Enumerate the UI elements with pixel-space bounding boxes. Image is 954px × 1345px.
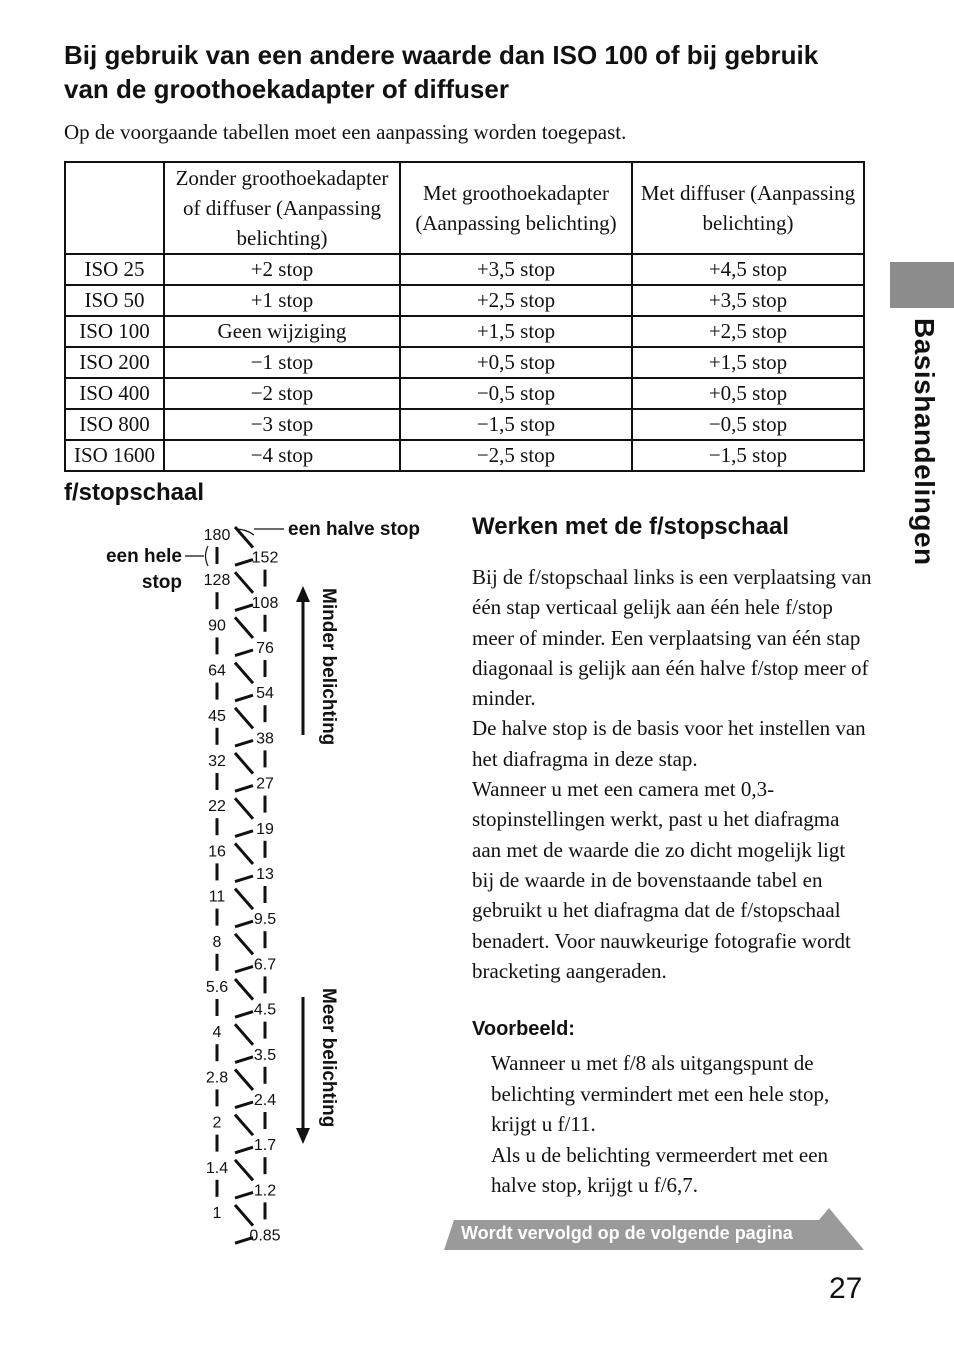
example-body: [491, 1048, 871, 1201]
example-line: Wanneer u met f/8 als uitgangspunt de belichting vermindert met een hele stop, krijgt u f/11.: [491, 1051, 830, 1136]
fstop-half-value: 9.5: [253, 911, 277, 929]
half-stop-diagonal: [235, 876, 253, 882]
fstop-full-value: 4: [212, 1024, 222, 1042]
stop-value-cell: +4,5 stop: [632, 254, 864, 285]
intro-text: Op de voorgaande tabellen moet een aanpassing worden toegepast.: [64, 120, 627, 144]
stop-value-cell: −3 stop: [164, 409, 400, 440]
half-stop-diagonal: [235, 843, 253, 864]
fstop-full-value: 2.8: [205, 1069, 229, 1087]
fstop-half-value: 1.2: [253, 1182, 277, 1200]
scale-ticks: [217, 527, 265, 1243]
half-stop-diagonal: [235, 934, 253, 955]
fstop-half-value: 6.7: [253, 956, 277, 974]
half-stop-diagonal: [235, 650, 253, 656]
stop-value-cell: −0,5 stop: [632, 409, 864, 440]
fstop-half-value: 27: [256, 775, 274, 793]
example-label: Voorbeeld:: [472, 1018, 575, 1040]
half-stop-diagonal: [235, 1069, 253, 1090]
fstop-full-value: 32: [208, 753, 226, 770]
half-stop-diagonal: [235, 1102, 253, 1108]
full-stop-label-line1: een hele: [105, 546, 182, 567]
stop-value-cell: +0,5 stop: [400, 347, 632, 378]
iso-value-cell: ISO 100: [65, 316, 164, 347]
fstop-half-value: 2.4: [253, 1092, 277, 1109]
section-side-label: Basishandelingen: [909, 318, 940, 566]
header-cell-without-adapter: Zonder groothoekadapter of diffuser (Aanpassing belichting): [164, 162, 400, 254]
werken-paragraph: Bij de f/stopschaal links is een verplaatsing van één stap verticaal gelijk aan één hele f/stop meer of minder. Een verplaatsing van één stap diagonaal is gelijk aan één halve f/stop meer of minder.: [472, 565, 872, 711]
iso-value-cell: ISO 200: [65, 347, 164, 378]
half-stop-diagonal: [235, 605, 253, 611]
half-stop-diagonal: [235, 786, 253, 792]
werken-title: Werken met de f/stopschaal: [472, 513, 789, 540]
header-cell-diffuser: Met diffuser (Aanpassing belichting): [632, 162, 864, 254]
stop-value-cell: −1 stop: [164, 347, 400, 378]
half-stop-diagonal: [235, 1160, 253, 1181]
less-exposure-arrow: [296, 586, 339, 745]
fstop-scale-diagram: [0, 0, 470, 1260]
werken-paragraph: De halve stop is de basis voor het instellen van het diafragma in deze stap.: [472, 716, 866, 771]
stop-value-cell: +1,5 stop: [632, 347, 864, 378]
arrow-up-head: [296, 586, 310, 602]
more-exposure-arrow: [296, 988, 339, 1144]
half-stop-diagonal: [235, 831, 253, 837]
stop-value-cell: −1,5 stop: [632, 440, 864, 471]
fstop-full-value: 22: [208, 798, 226, 816]
scale-numbers: [204, 527, 281, 1245]
fstop-half-value: 19: [256, 820, 274, 838]
iso-value-cell: ISO 25: [65, 254, 164, 285]
half-stop-diagonal: [235, 1024, 253, 1045]
fstop-half-value: 4.5: [253, 1001, 277, 1019]
half-stop-diagonal: [235, 889, 253, 910]
stop-value-cell: +0,5 stop: [632, 378, 864, 409]
fstop-half-value: 1.7: [253, 1137, 277, 1155]
half-stop-diagonal: [235, 1057, 253, 1063]
werken-paragraph: Wanneer u met een camera met 0,3-stopinstellingen werkt, past u het diafragma aan met de waarde die zo dicht mogelijk ligt bij de waarde in de bovenstaande tabel en gebruikt u het diafragma dat de f/stopschaal benadert. Voor nauwkeurige fotografie wordt bracketing aangeraden.: [472, 777, 851, 983]
stop-value-cell: −0,5 stop: [400, 378, 632, 409]
continued-text: Wordt vervolgd op de volgende pagina: [461, 1223, 793, 1243]
fstop-half-value: 76: [256, 640, 274, 657]
fstop-full-value: 64: [208, 662, 226, 680]
fstop-full-value: 8: [212, 933, 222, 951]
page-number: 27: [829, 1272, 863, 1305]
iso-value-cell: ISO 1600: [65, 440, 164, 471]
stop-value-cell: +1 stop: [164, 285, 400, 316]
half-stop-diagonal: [235, 708, 253, 729]
half-stop-diagonal: [235, 572, 253, 593]
fstop-half-value: 3.5: [253, 1046, 277, 1064]
fstop-half-value: 54: [256, 685, 274, 703]
stop-value-cell: +1,5 stop: [400, 316, 632, 347]
fstop-half-value: 38: [256, 730, 274, 748]
example-line: Als u de belichting vermeerdert met een halve stop, krijgt u f/6,7.: [491, 1142, 829, 1197]
half-stop-diagonal: [235, 1192, 253, 1198]
half-stop-callout: [235, 519, 420, 540]
fstop-full-value: 2: [212, 1114, 222, 1132]
werken-body: [472, 562, 872, 986]
fstop-full-value: 180: [203, 527, 231, 544]
half-stop-label: een halve stop: [288, 519, 420, 540]
fstop-full-value: 11: [208, 888, 226, 906]
stop-value-cell: −1,5 stop: [400, 409, 632, 440]
fstop-full-value: 128: [203, 572, 231, 590]
stop-value-cell: +2,5 stop: [400, 285, 632, 316]
fstop-half-value: 108: [251, 594, 279, 612]
half-stop-diagonal: [235, 1012, 253, 1018]
iso-value-cell: ISO 50: [65, 285, 164, 316]
iso-value-cell: ISO 800: [65, 409, 164, 440]
full-stop-label-line2: stop: [141, 572, 182, 593]
half-stop-diagonal: [235, 979, 253, 1000]
half-stop-diagonal: [235, 695, 253, 701]
half-stop-diagonal: [235, 560, 253, 566]
fstop-half-value: 152: [251, 549, 279, 567]
fstop-full-value: 1: [212, 1205, 222, 1222]
fstop-full-value: 16: [208, 843, 226, 861]
half-stop-diagonal: [235, 617, 253, 638]
fstop-full-value: 45: [208, 707, 226, 725]
stop-value-cell: −4 stop: [164, 440, 400, 471]
stop-value-cell: +2 stop: [164, 254, 400, 285]
iso-value-cell: ISO 400: [65, 378, 164, 409]
fstop-full-value: 1.4: [205, 1159, 229, 1177]
half-stop-diagonal: [235, 921, 253, 927]
half-stop-diagonal: [235, 740, 253, 746]
fstop-scale-title: f/stopschaal: [64, 479, 205, 506]
stop-value-cell: Geen wijziging: [164, 316, 400, 347]
stop-value-cell: +2,5 stop: [632, 316, 864, 347]
half-stop-diagonal: [235, 1115, 253, 1136]
section-heading: Bij gebruik van een andere waarde dan ISO 100 of bij gebruik van de groothoekadapter of diffuser: [64, 40, 819, 104]
stop-value-cell: +3,5 stop: [400, 254, 632, 285]
arrow-down-label: Meer belichting: [318, 988, 339, 1128]
header-cell-wide-adapter: Met groothoekadapter (Aanpassing belichting): [400, 162, 632, 254]
fstop-half-value: 13: [256, 866, 274, 883]
fstop-full-value: 90: [208, 617, 226, 635]
arrow-down-head: [296, 1128, 310, 1144]
section-tab-marker: [890, 262, 954, 308]
half-stop-diagonal: [235, 1205, 253, 1226]
half-stop-diagonal: [235, 798, 253, 819]
stop-value-cell: −2 stop: [164, 378, 400, 409]
half-stop-diagonal: [235, 753, 253, 774]
fstop-full-value: 5.6: [205, 979, 229, 996]
fstop-half-value: 0.85: [249, 1227, 281, 1245]
stop-value-cell: −2,5 stop: [400, 440, 632, 471]
half-stop-diagonal: [235, 1147, 253, 1153]
full-stop-callout: [106, 546, 208, 593]
half-stop-diagonal: [235, 966, 253, 972]
full-stop-leader: [185, 546, 208, 566]
stop-value-cell: +3,5 stop: [632, 285, 864, 316]
half-stop-diagonal: [235, 663, 253, 684]
arrow-up-label: Minder belichting: [318, 588, 339, 746]
